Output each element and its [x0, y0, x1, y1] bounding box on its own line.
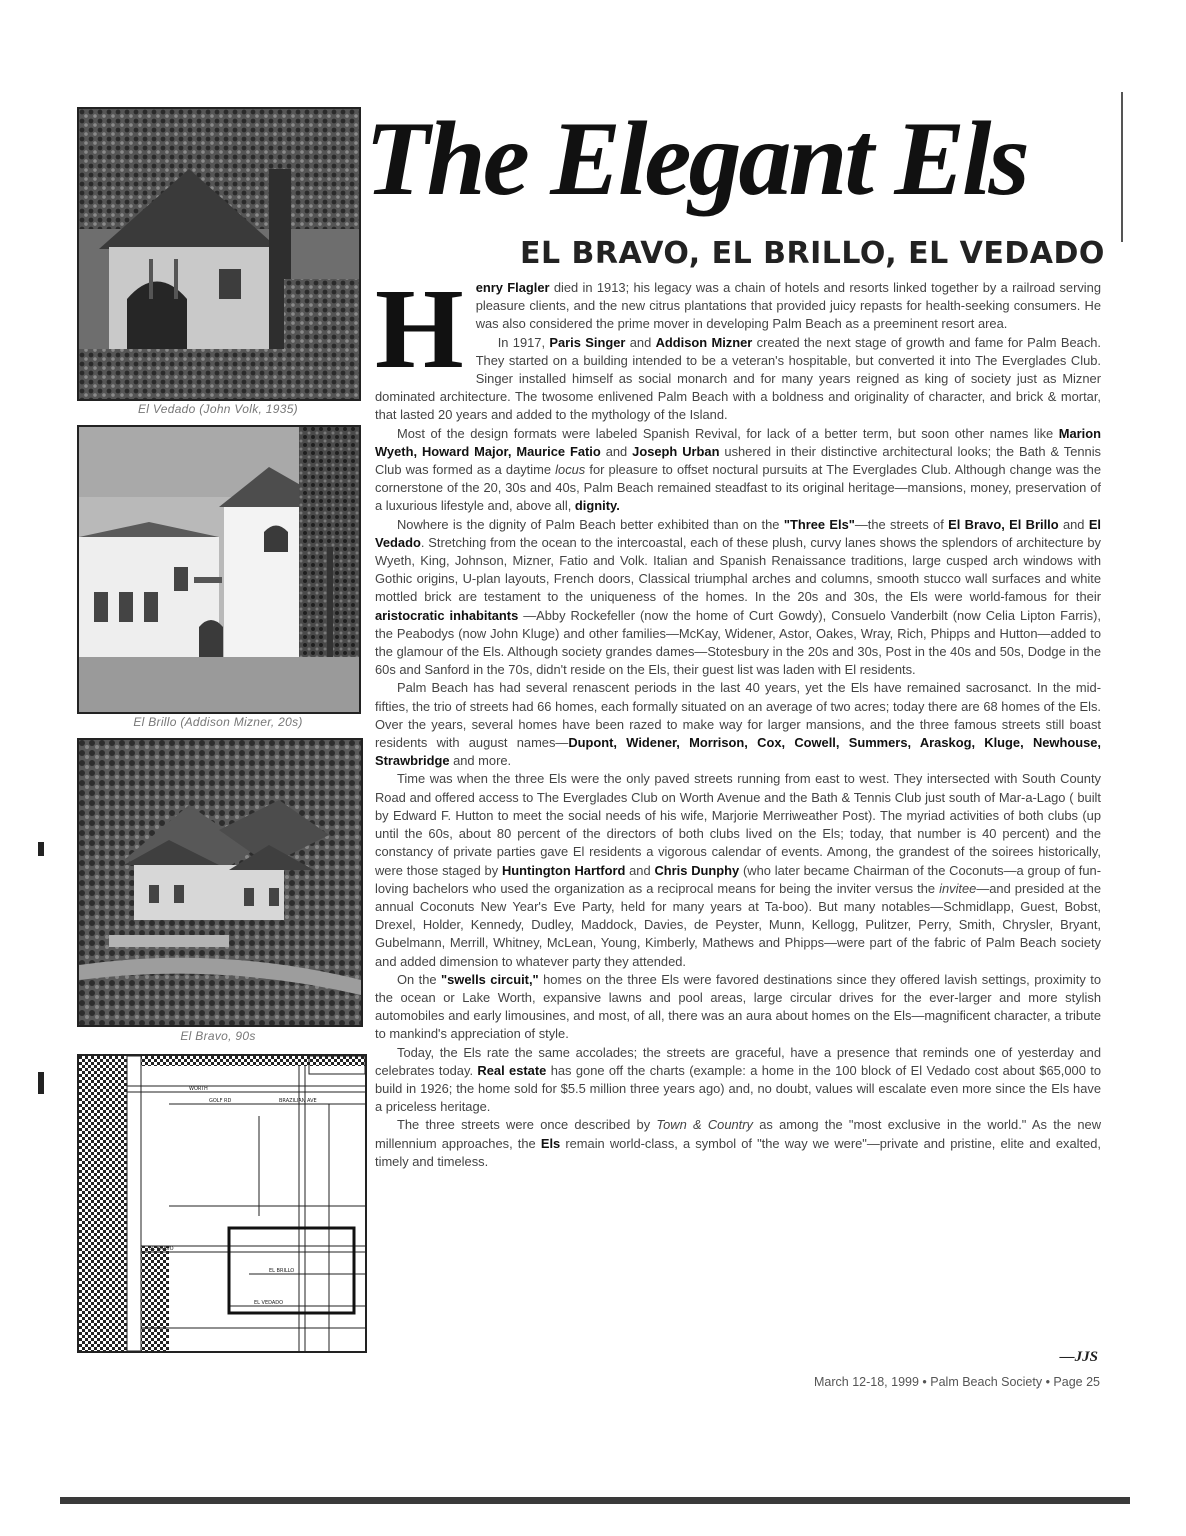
- paragraph: [375, 679, 1101, 770]
- scan-mark: [38, 1072, 44, 1094]
- text-run: died in 1913; his legacy was a chain of hotels and resorts linked together by a railroad serving pleasure clients, and the new citrus plantations that provided juicy repasts for health-seeking consumers. He was also considered the prime mover in developing Palm Beach as a preeminent resort area.: [475, 280, 1102, 332]
- paragraph: [375, 334, 1101, 425]
- text-run: as among the "most exclusive in the world." As the new millennium approaches, the: [375, 1117, 1102, 1151]
- text-run: remain world-class, a symbol of "the way we were"—private and pristine, elite and exalted, timely and timeless.: [375, 1135, 1101, 1169]
- caption-el-vedado: El Vedado (John Volk, 1935): [138, 402, 298, 416]
- bold-run: El Vedado: [375, 516, 1102, 550]
- photo-el-brillo: [77, 425, 361, 714]
- text-run: —the streets of: [854, 516, 949, 532]
- text-run: and: [1058, 516, 1089, 532]
- text-run: (who later became Chairman of the Coconuts—a group of fun-loving bachelors who used the organization as a reciprocal means for being the inviter versus the: [375, 862, 1102, 896]
- article-body: [375, 265, 1102, 1171]
- bold-run: dignity.: [574, 498, 620, 514]
- text-run: Today, the Els rate the same accolades; the streets are graceful, have a presence that reminds one of yesterday and celebrates today.: [375, 1044, 1101, 1078]
- text-run: created the next stage of growth and fame for Palm Beach. They started on a building intended to be a veteran's hospitable, but converted it into The Everglades Club. Singer installed himself as social monarch and for many years reigned as king of society just as Mizner dominated architecture. The twosome enlivened Palm Beach with a boldness and originality of character, and brick & mortar, that lasted 20 years and added to the mythology of the Island.: [375, 334, 1102, 423]
- map-label-golf: GOLF RD: [209, 1098, 232, 1104]
- bold-run: Els: [540, 1135, 561, 1151]
- text-run: for pleasure to offset noctural pursuits at The Everglades Club. Although change was the cornerstone of the 20, 30s and 40s, Palm Beach remained steadfast to its original heritage—mansions, money, preservation of a luxurious lifestyle and, above all,: [375, 462, 1101, 514]
- text-run: ushered in their distinctive architectural looks; the Bath & Tennis Club was formed as a daytime: [375, 443, 1102, 478]
- text-run: . Stretching from the ocean to the intercoastal, each of these plush, curvy lanes shows the splendors of architecture by Wyeth, King, Johnson, Mizner, Fatio and Volk. Italian and Spanish Renaissance traditions, large cusped arch windows with Gothic origins, U-plan layouts, French doors, Classical triumphal arches and columns, smooth stucco wall surfaces and white mottled brick are testament to the uniqueness of the homes. In the 20s and 30s, the Els were world-famous for their: [375, 534, 1101, 605]
- text-run: In 1917,: [497, 334, 550, 350]
- paragraph: [375, 971, 1101, 1044]
- text-run: and: [625, 862, 655, 878]
- bold-run: "Three Els": [783, 516, 855, 532]
- text-run: and more.: [449, 753, 512, 769]
- scan-edge: [60, 1497, 1130, 1504]
- text-run: On the: [397, 971, 442, 987]
- paragraph: [375, 1116, 1101, 1171]
- text-run: homes on the three Els were favored destinations since they offered lavish settings, proximity to the ocean or Lake Worth, expansive lawns and pool areas, large circular drives for the ever-larger and more stylish automobiles and early limousines, and most, of all, there was an aura about homes on the Els—magnificent character, a tribute to mankind's appreciation of style.: [375, 971, 1101, 1042]
- map-label-brazilian: BRAZILIAN AVE: [279, 1098, 317, 1104]
- photo-el-bravo: [77, 738, 363, 1027]
- text-run: Time was when the three Els were the only paved streets running from east to west. They intersected with South County Road and offered access to The Everglades Club on Worth Avenue and the Bath & Tennis Club just south of Mar-a-Lago ( built by Edward F. Hutton to meet the social needs of his wife, Marjorie Merriweather Post). The myriad activities of both clubs (up until the 60s, about 80 percent of the directors of both clubs lived on the Els; today, that number is 40 percent) and the constancy of private parties gave El residents a vigorous calendar of events. Among, the grandest of the soirees historically, were those staged by: [375, 771, 1101, 878]
- paragraph: [375, 516, 1101, 680]
- italic-run: Town & Country: [656, 1117, 753, 1133]
- text-run: Nowhere is the dignity of Palm Beach better exhibited than on the: [397, 516, 784, 532]
- street-map: [77, 1054, 367, 1353]
- map-label-el-vedado: EL VEDADO: [254, 1300, 284, 1306]
- text-run: Most of the design formats were labeled Spanish Revival, for lack of a better term, but soon other names like: [397, 425, 1059, 441]
- text-run: Palm Beach has had several renascent periods in the last 40 years, yet the Els have remained sacrosanct. In the mid-fifties, the trio of streets had 66 homes, each formally situated on an average of two acres; today there are 68 homes of the Els. Over the years, several homes have been razed to make way for larger mansions, and the three famous streets still boast residents with august names—: [375, 680, 1101, 751]
- caption-el-brillo: El Brillo (Addison Mizner, 20s): [133, 715, 303, 729]
- paragraph: [375, 770, 1101, 970]
- text-run: has gone off the charts (example: a home in the 100 block of El Vedado cost about $65,000 to build in 1926; the home sold for $5.5 million three years ago) and, no doubt, values will escalate even more since the Els have a priceless heritage.: [375, 1062, 1102, 1115]
- bold-run: Paris Singer: [549, 334, 626, 350]
- page-footer: March 12-18, 1999 • Palm Beach Society • Page 25: [814, 1375, 1100, 1389]
- author-signature: —JJS: [1059, 1349, 1098, 1365]
- bold-run: El Bravo, El Brillo: [948, 516, 1059, 532]
- text-run: —Abby Rockefeller (now the home of Curt Gowdy), Consuelo Vanderbilt (now Celia Lipton Farris), the Peabodys (now John Kluge) and other families—McKay, Widener, Astor, Oakes, Wray, Rich, Phipps and Hutton—added to the glamour of the Els. Although society grandes dames—Stotesbury in the 20s and 30s, Post in the 40s and 50s, Dodge in the 60s and Sanford in the 70s, didn't reside on the Els, their guest list was laden with El residents.: [375, 607, 1101, 678]
- bold-run: Marion Wyeth, Howard Major, Maurice Fatio: [375, 425, 1101, 459]
- italic-run: invitee: [939, 880, 977, 896]
- map-label-el-bravo: EL BRAVO: [149, 1246, 174, 1252]
- bold-run: "swells circuit,": [441, 971, 539, 987]
- paragraph: [375, 425, 1101, 516]
- text-run: The three streets were once described by: [397, 1117, 657, 1133]
- text-run: and: [600, 443, 633, 459]
- bold-run: Real estate: [477, 1062, 547, 1078]
- text-run: and: [625, 334, 656, 350]
- text-run: —and presided at the annual Coconuts New Year's Eve Party, held for many years at Ta-boo). But many notables—Schmidlapp, Guest, Bobst, Drexel, Holder, Kennedy, Dudley, Maddock, Davies, de Peyster, Munn, Kellogg, Pulitzer, Perry, Smith, Chrysler, Bryant, Gubelmann, Merrill, Whitney, McLean, Young, Kimberly, Mathews and Phipps—were part of the fabric of Palm Beach society and added dimension to whatever party they attended.: [375, 880, 1101, 969]
- paragraph: [375, 279, 1101, 334]
- italic-run: locus: [555, 462, 586, 478]
- bold-run: Addison Mizner: [655, 334, 753, 350]
- drop-cap: H: [375, 265, 464, 392]
- bold-run: aristocratic inhabitants: [375, 607, 519, 623]
- headline: The Elegant Els: [365, 100, 1027, 217]
- bold-run: Chris Dunphy: [654, 862, 740, 878]
- bold-run: enry Flagler: [475, 280, 550, 295]
- bold-run: Joseph Urban: [632, 443, 720, 459]
- map-label-el-brillo: EL BRILLO: [269, 1268, 295, 1274]
- photo-el-vedado: [77, 107, 361, 401]
- subhead: EL BRAVO, EL BRILLO, EL VEDADO: [520, 236, 1105, 271]
- map-label-worth: WORTH: [189, 1086, 208, 1092]
- paragraph: [375, 1044, 1101, 1117]
- scan-mark: [38, 842, 44, 856]
- bold-run: Dupont, Widener, Morrison, Cox, Cowell, Summers, Araskog, Kluge, Newhouse, Strawbridge: [375, 735, 1101, 769]
- bold-run: Huntington Hartford: [501, 862, 626, 878]
- caption-el-bravo: El Bravo, 90s: [180, 1029, 256, 1043]
